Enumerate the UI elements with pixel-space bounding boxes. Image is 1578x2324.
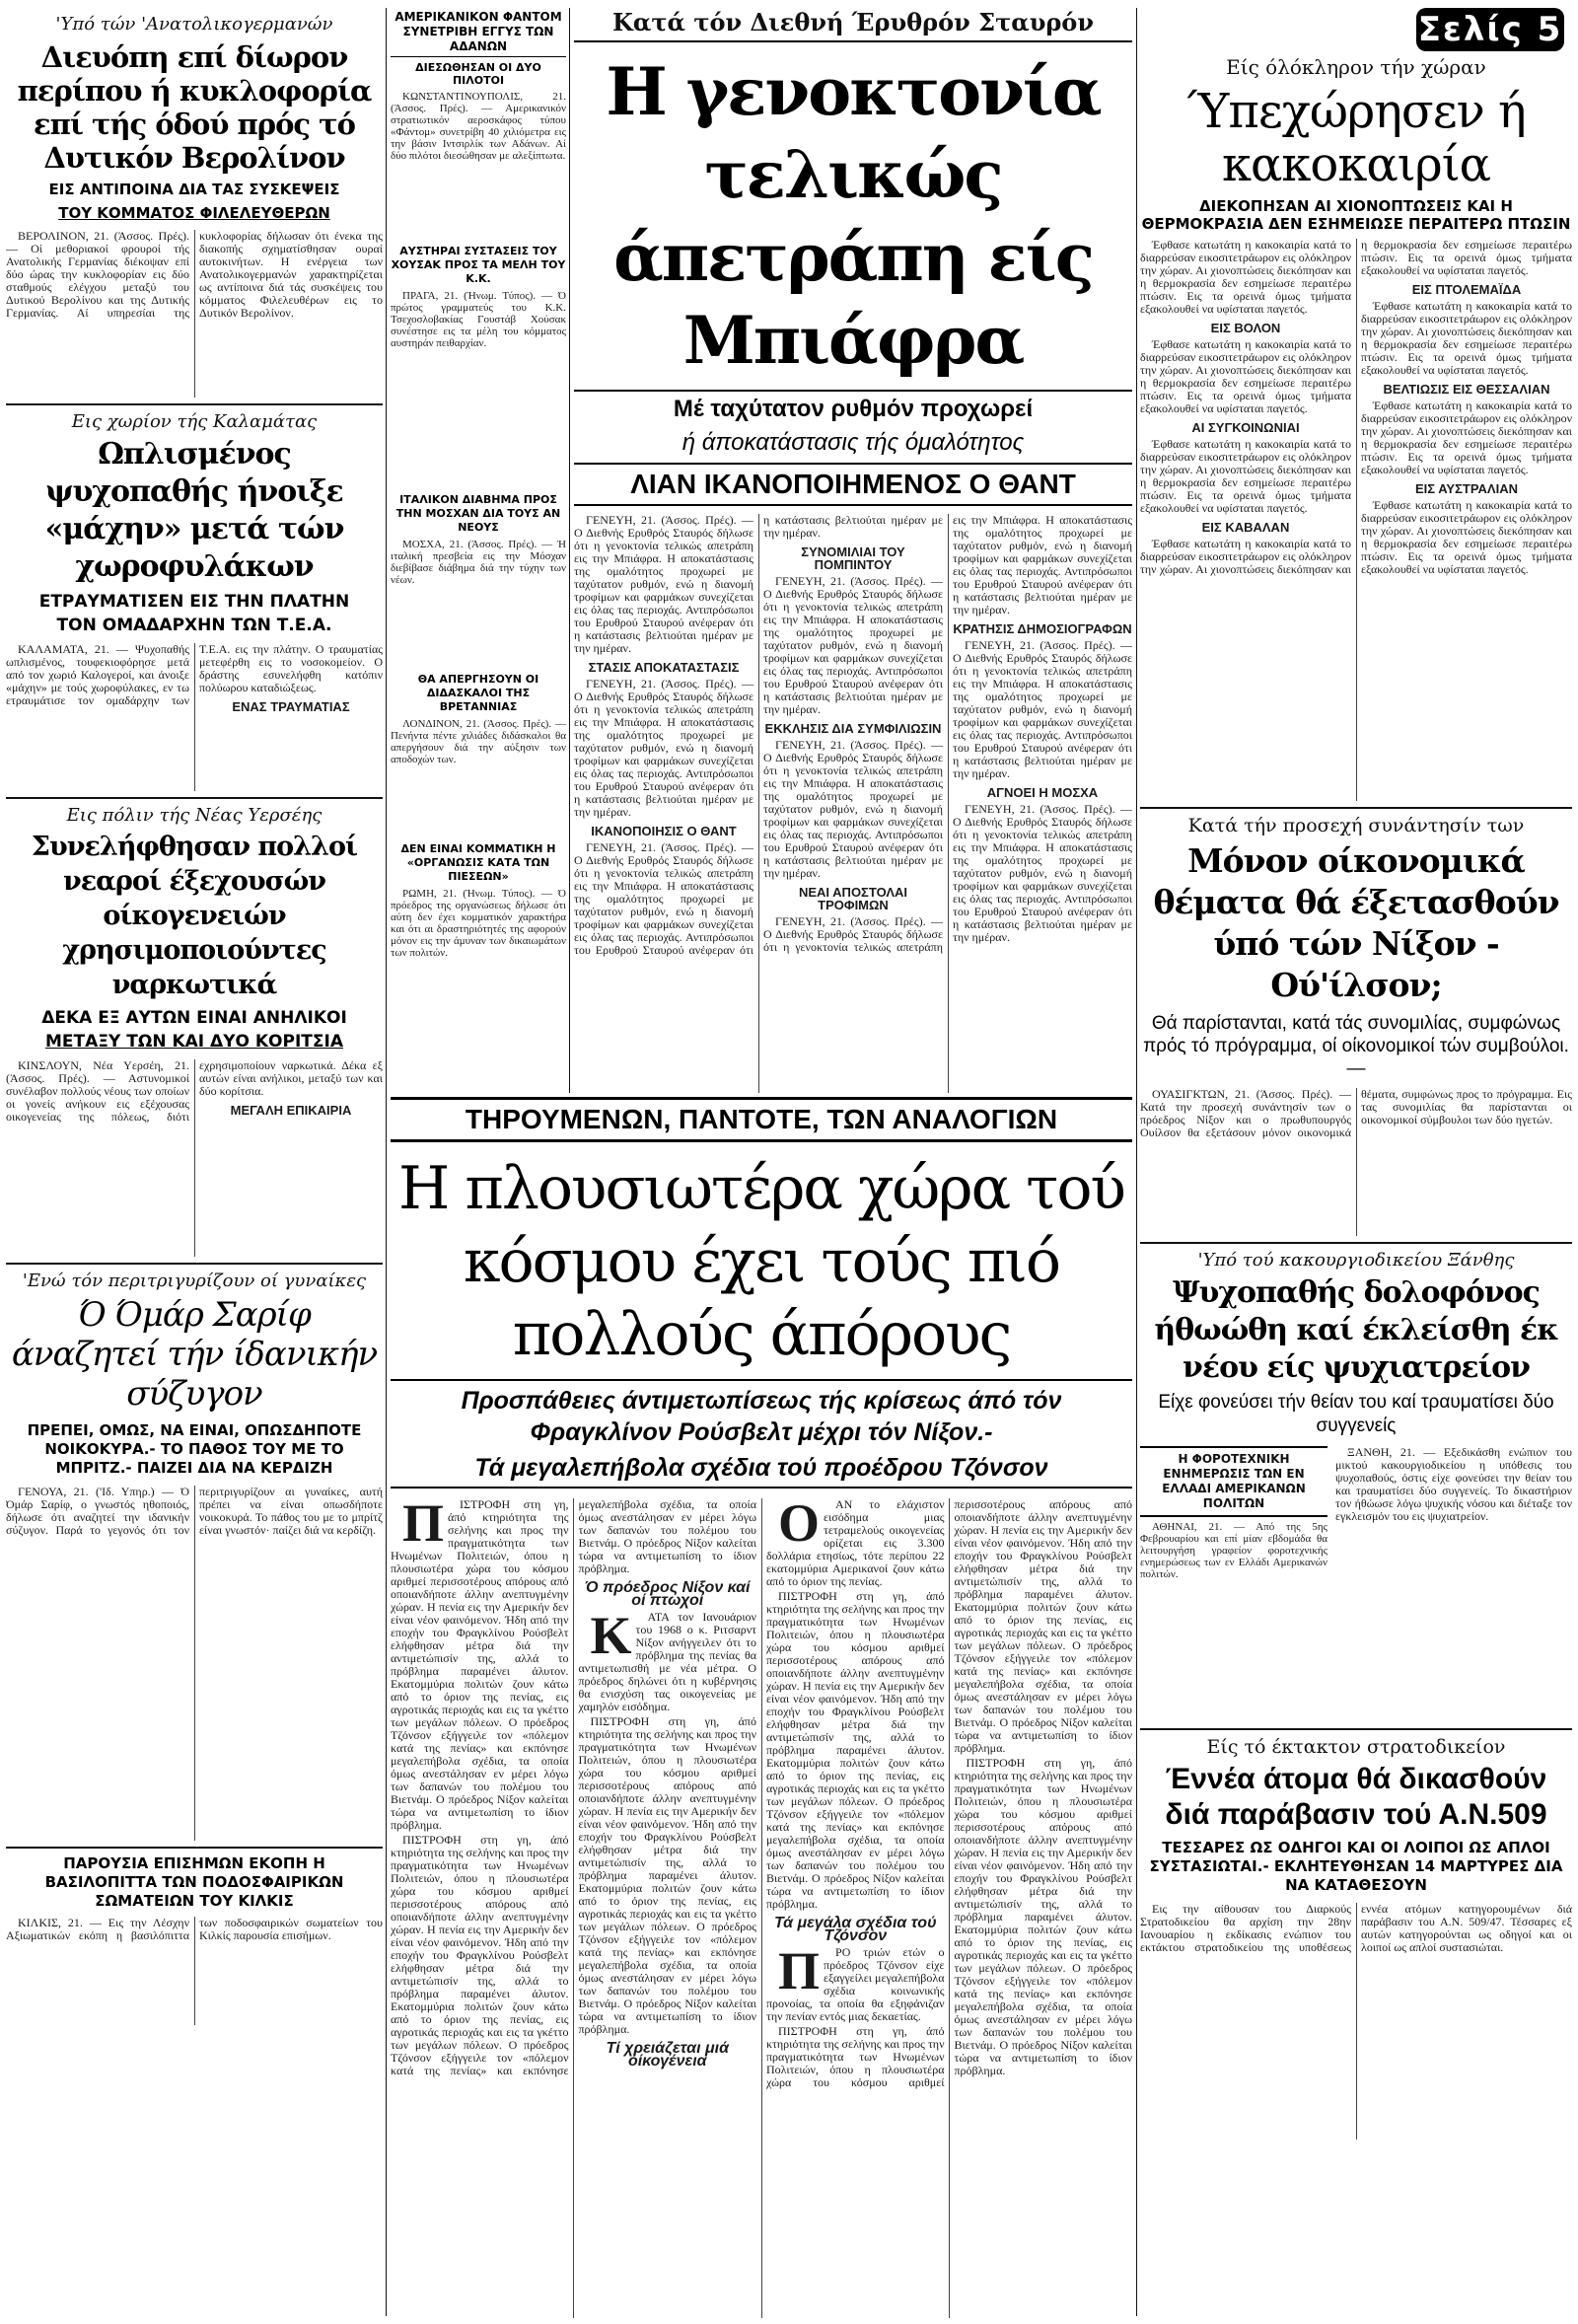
- paragraph: ΠΙΣΤΡΟΦΗ στη γη, άπό κτηριότητα της σελήνης και προς την πραγματικότητα των Ηνωμένων Πολιτειών, όπου η πλουσιωτέρα χώρα του κόσμου αριθμεί περισσοτέρους απόρους από οποιανδήποτε άλλην ανεπτυγμένην χώραν. Η πενία εις την Αμερικήν δεν είναι νέον φαινόμενον. Ήδη από την εποχήν του Φραγκλίνου Ρούσβελτ ελήφθησαν μέτρα διά την αντιμετώπισίν της, αλλά το πρόβλημα παραμένει άλυτον. Εκατομμύρια πολιτών ζουν κάτω από το όριον της πενίας, εις αγροτικάς περιοχάς και εις τα γκέττο των μεγάλων πόλεων. Ο πρόεδρος Τζόνσον εξήγγειλε τον «πόλεμον κατά της πενίας» και εκπόνησε μεγαλεπήβολα σχέδια, τα οποία όμως ανεστάλησαν εν μέρει λόγω των δαπανών του πολέμου του Βιετνάμ. Ο πρόεδρος Νίξον καλείται τώρα να αντιμετωπίση το ίδιον πρόβλημα.: [578, 1714, 756, 2036]
- paragraph: ΓΕΝΕΥΗ, 21. (Άσσος. Πρές). — Ο Διεθνής Ερυθρός Σταυρός δήλωσε ότι η γενοκτονία τελικώς απετράπη εις την Μπιάφρα. Η αποκατάστασις της ομαλότητος προχωρεί με ταχύτατον ρυθμόν, ενώ η διανομή τροφίμων και φαρμάκων συνεχίζεται εις όλας τας περιοχάς. Αντιπρόσωποι του Ερυθρού Σταυρού ανέφεραν ότι η κατάστασις βελτιούται ημέραν με την ημέραν.: [574, 677, 753, 819]
- section-minor-head: ΙΚΑΝΟΠΟΙΗΣΙΣ Ο ΘΑΝΤ: [591, 824, 737, 838]
- article-body: [574, 514, 1132, 1093]
- section-minor-head: Τά μεγάλα σχέδια τού Τζόνσον: [773, 1915, 937, 1944]
- article-body: [1140, 1088, 1572, 1236]
- paragraph: ΡΩΜΗ, 21. (Ήνωμ. Τύπος). — Ό πρόεδρος της οργανώσεως δήλωσε ότι αύτη δεν έχει κομματικόν χαρακτήρα και ότι αι δραστηριότητές της αφορούν μόνον εις την άμυναν των δικαιωμάτων των πολιτών.: [391, 888, 566, 959]
- article-body: [1335, 1446, 1572, 1722]
- article-body: [391, 290, 566, 487]
- paragraph: Εις την αίθουσαν του Διαρκούς Στρατοδικείου θα αρχίση την 28ην Ιανουαρίου η εκδίκασις ενώπιον του εκτάκτου στρατοδικείου της υποθέσεως εννέα ατόμων κατηγορουμένων διά παράβασιν του Α.Ν. 509/47. Τέσσαρες εξ αυτών κατηγορούνται ως οδηγοί και οι λοιποί ως απλοί συστασιώται.: [1140, 1903, 1572, 1954]
- kicker: Εις χωρίον τής Καλαμάτας: [71, 411, 318, 432]
- section-minor-head: ΕΙΣ ΒΟΛΟΝ: [1210, 321, 1281, 335]
- kicker: Κατά τήν προσεχή συνάντησίν των: [1187, 815, 1525, 836]
- headline: Ό Όμάρ Σαρίφ άναζητεί τήν ίδανικήν σύζυγον: [11, 1295, 378, 1414]
- headline: ΠΑΡΟΥΣΙΑ ΕΠΙΣΗΜΩΝ ΕΚΟΠΗ Η ΒΑΣΙΛΟΠΙΤΤΑ ΤΩΝ ΠΟΔΟΣΦΑΙΡΙΚΩΝ ΣΩΜΑΤΕΙΩΝ ΤΟΥ ΚΙΛΚΙΣ: [44, 1854, 344, 1910]
- paragraph: ΓΕΝΕΥΗ, 21. (Άσσος. Πρές). — Ο Διεθνής Ερυθρός Σταυρός δήλωσε ότι η γενοκτονία τελικώς απετράπη εις την Μπιάφρα. Η αποκατάστασις της ομαλότητος προχωρεί με ταχύτατον ρυθμόν, ενώ η διανομή τροφίμων και φαρμάκων συνεχίζεται εις όλας τας περιοχάς. Αντιπρόσωποι του Ερυθρού Σταυρού ανέφεραν ότι η κατάστασις βελτιούται ημέραν με την ημέραν.: [574, 514, 753, 655]
- section-minor-head: ΑΓΝΟΕΙ Η ΜΟΣΧΑ: [986, 785, 1099, 800]
- headline: Μόνον οίκονομικά θέματα θά έξετασθούν ύπό τών Νίξον - Ού'ίλσον;: [1153, 841, 1559, 1004]
- headline: Συνελήφθησαν πολλοί νεαροί έξεχουσών οίκογενειών χρησιμοποιούντες ναρκωτικά: [31, 832, 358, 1000]
- section-minor-head: ΑΙ ΣΥΓΚΟΙΝΩΝΙΑΙ: [1191, 420, 1300, 435]
- poverty-story: [391, 1097, 1132, 2318]
- subheadline: ΔΕΚΑ ΕΞ ΑΥΤΩΝ ΕΙΝΑΙ ΑΝΗΛΙΚΟΙ: [41, 1008, 347, 1028]
- section-minor-head: ΒΕΛΤΙΩΣΙΣ ΕΙΣ ΘΕΣΣΑΛΙΑΝ: [1383, 382, 1550, 397]
- subheadline: ΤΟΥ ΚΟΜΜΑΤΟΣ ΦΙΛΕΛΕΥΘΕΡΩΝ: [58, 204, 330, 222]
- article-body: [6, 1917, 383, 2025]
- kicker: ΤΗΡΟΥΜΕΝΩΝ, ΠΑΝΤΟΤΕ, ΤΩΝ ΑΝΑΛΟΓΙΩΝ: [391, 1097, 1132, 1142]
- paragraph: Έφθασε κατωτάτη η κακοκαιρία κατά το διαρρεύσαν εικοσιτετράωρον εις ολόκληρον την χώραν. Αι χιονοπτώσεις διεκόπησαν και η θερμοκρασία δεν εσημείωσε περαιτέρω πτώσιν. Εις τα ορεινά όμως τμήματα εξακολουθεί να υφίσταται παγετός.: [1361, 299, 1572, 377]
- subheadline: Θά παρίστανται, κατά τάς συνομιλίας, συμφώνως πρός τό πρόγραμμα, οί οίκονομικοί τών συμβούλοι.—: [1143, 1013, 1569, 1079]
- paragraph: ΠΙΣΤΡΟΦΗ στη γη, άπό κτηριότητα της σελήνης και προς την πραγματικότητα των Ηνωμένων Πολιτειών, όπου η πλουσιωτέρα χώρα του κόσμου αριθμεί περισσοτέρους απόρους από οποιανδήποτε άλλην ανεπτυγμένην χώραν. Η πενία εις την Αμερικήν δεν είναι νέον φαινόμενον. Ήδη από την εποχήν του Φραγκλίνου Ρούσβελτ ελήφθησαν μέτρα διά την αντιμετώπισίν της, αλλά το πρόβλημα παραμένει άλυτον. Εκατομμύρια πολιτών ζουν κάτω από το όριον της πενίας, εις αγροτικάς περιοχάς και εις τα γκέττο των μεγάλων πόλεων. Ο πρόεδρος Τζόνσον εξήγγειλε τον «πόλεμον κατά της πενίας» και εκπόνησε μεγαλεπήβολα σχέδια, τα οποία όμως ανεστάλησαν εν μέρει λόγω των δαπανών του πολέμου του Βιετνάμ. Ο πρόεδρος Νίξον καλείται τώρα να αντιμετωπίση το ίδιον πρόβλημα.: [954, 1756, 1132, 2077]
- section-minor-head: ΝΕΑΙ ΑΠΟΣΤΟΛΑΙ ΤΡΟΦΙΜΩΝ: [798, 885, 908, 912]
- column-2: [391, 10, 566, 1090]
- subheadline: ΔΙΕΣΩΘΗΣΑΝ ΟΙ ΔΥΟ ΠΙΛΟΤΟΙ: [415, 61, 541, 87]
- divider: [6, 403, 383, 405]
- subheadline: ΕΙΣ ΑΝΤΙΠΟΙΝΑ ΔΙΑ ΤΑΣ ΣΥΣΚΕΨΕΙΣ: [48, 181, 340, 198]
- section-minor-head: Τί χρειάζεται μιά οίκογένεια: [606, 2040, 729, 2070]
- subheadline: ΤΕΣΣΑΡΕΣ ΩΣ ΟΔΗΓΟΙ ΚΑΙ ΟΙ ΛΟΙΠΟΙ ΩΣ ΑΠΛΟΙ ΣΥΣΤΑΣΙΩΤΑΙ.- ΕΚΛΗΤΕΥΘΗΣΑΝ 14 ΜΑΡΤΥΡΕΣ ΔΙΑ ΝΑ ΚΑΤΑΘΕΣΟΥΝ: [1149, 1839, 1563, 1894]
- page-number-badge: Σελίς 5: [1417, 10, 1563, 49]
- section-minor-head: Ό πρόεδρος Νίξον καί οί πτωχοί: [585, 1579, 751, 1609]
- section-minor-head: ΕΙΣ ΚΑΒΑΛΑΝ: [1201, 520, 1290, 535]
- section-minor-head: ΕΙΣ ΠΤΟΛΕΜΑΪΔΑ: [1411, 282, 1522, 297]
- article-body: [6, 1486, 383, 1841]
- subheadline: ΛΙΑΝ ΙΚΑΝΟΠΟΙΗΜΕΝΟΣ Ο ΘΑΝΤ: [574, 463, 1132, 506]
- article-body-columns: [391, 1498, 1132, 2318]
- article-body: [391, 91, 566, 239]
- paragraph: ΓΕΝΕΥΗ, 21. (Άσσος. Πρές). — Ο Διεθνής Ερυθρός Σταυρός δήλωσε ότι η γενοκτονία τελικώς απετράπη εις την Μπιάφρα. Η αποκατάστασις της ομαλότητος προχωρεί με ταχύτατον ρυθμόν, ενώ η διανομή τροφίμων και φαρμάκων συνεχίζεται εις όλας τας περιοχάς. Αντιπρόσωποι του Ερυθρού Σταυρού ανέφεραν ότι η κατάστασις βελτιούται ημέραν με την ημέραν.: [763, 574, 943, 716]
- section-minor-head: ΣΤΑΣΙΣ ΑΠΟΚΑΤΑΣΤΑΣΙΣ: [588, 660, 740, 675]
- article-body: [6, 230, 383, 398]
- paragraph: ΚΑΛΑΜΑΤΑ, 21. — Ψυχοπαθής ωπλισμένος, τουφεκιοφόρησε μετά από τον χωριό Καλογεροί, και άνοιξε «μάχην» με τούς χωροφύλακες, εν τω ετραυμάτισε τον ομαδάρχην των Τ.Ε.Α. εις την πλάτην. Ο τραυματίας μετεφέρθη εις το νοσοκομείον. Ο δράστης εσυνελήφθη κατόπιν πολύωρου καταδιώξεως.: [6, 643, 383, 707]
- headline: Ύπεχώρησεν ή κακοκαιρία: [1186, 84, 1526, 192]
- section-minor-head: ΜΕΓΑΛΗ ΕΠΙΚΑΙΡΙΑ: [230, 1103, 352, 1118]
- article-body: [6, 643, 383, 791]
- article-body: [391, 539, 566, 667]
- paragraph: ΚΑΤΑ τον Ιανουάριον του 1968 ο κ. Ριτσαρντ Νίξον ανήγγειλεν ότι το πρόβλημα της πενίας θα αντιμετωπισθή με νέα μέτρα. Ο πρόεδρος δηλώνει ότι η κυβέρνησις θα ενισχύση τας οικογενείας με χαμηλόν εισόδημα.: [578, 1606, 756, 1713]
- article-body: [1140, 1903, 1572, 2140]
- headline: ΑΜΕΡΙΚΑΝΙΚΟΝ ΦΑΝΤΟΜ ΣΥΝΕΤΡΙΒΗ ΕΓΓΥΣ ΤΩΝ ΑΔΑΝΩΝ: [391, 10, 566, 57]
- section-minor-head: ΣΥΝΟΜΙΛΙΑΙ ΤΟΥ ΠΟΜΠΙΝΤΟΥ: [801, 545, 905, 572]
- paragraph: Έφθασε κατωτάτη η κακοκαιρία κατά το διαρρεύσαν εικοσιτετράωρον εις ολόκληρον την χώραν. Αι χιονοπτώσεις διεκόπησαν και η θερμοκρασία δεν εσημείωσε περαιτέρω πτώσιν. Εις τα ορεινά όμως τμήματα εξακολουθεί να υφίσταται παγετός.: [1140, 437, 1351, 515]
- paragraph: ΑΘΗΝΑΙ, 21. — Από της 5ης Φεβρουαρίου και επί μίαν εβδομάδα θα λειτουργήση γραφείον φοροτεχνικής ενημερώσεως των εν Ελλάδι Αμερικανών πολιτών.: [1140, 1521, 1327, 1580]
- section-minor-head: ΕΝΑΣ ΤΡΑΥΜΑΤΙΑΣ: [232, 699, 350, 714]
- kicker: Είς όλόκληρον τήν χώραν: [1226, 55, 1486, 79]
- subheadline: ΤΟΝ ΟΜΑΔΑΡΧΗΝ ΤΩΝ Τ.Ε.Α.: [56, 616, 332, 635]
- article-body: [1140, 239, 1572, 801]
- section-minor-head: ΕΙΣ ΑΥΣΤΡΑΛΙΑΝ: [1415, 481, 1518, 496]
- column-1: [6, 6, 383, 2320]
- paragraph: Έφθασε κατωτάτη η κακοκαιρία κατά το διαρρεύσαν εικοσιτετράωρον εις ολόκληρον την χώραν. Αι χιονοπτώσεις διεκόπησαν και η θερμοκρασία δεν εσημείωσε περαιτέρω πτώσιν. Εις τα ορεινά όμως τμήματα εξακολουθεί να υφίσταται παγετός.: [1361, 498, 1572, 576]
- paragraph: ΓΕΝΕΥΗ, 21. (Άσσος. Πρές). — Ο Διεθνής Ερυθρός Σταυρός δήλωσε ότι η γενοκτονία τελικώς απετράπη εις την Μπιάφρα. Η αποκατάστασις της ομαλότητος προχωρεί με ταχύτατον ρυθμόν, ενώ η διανομή τροφίμων και φαρμάκων συνεχίζεται εις όλας τας περιοχάς. Αντιπρόσωποι του Ερυθρού Σταυρού ανέφεραν ότι η κατάστασις βελτιούται ημέραν με την ημέραν.: [953, 638, 1132, 780]
- subheadline: ΕΤΡΑΥΜΑΤΙΣΕΝ ΕΙΣ ΤΗΝ ΠΛΑΤΗΝ: [38, 592, 350, 612]
- divider: [1140, 1728, 1572, 1730]
- kicker: Εις πόλιν τής Νέας Υερσέης: [66, 805, 323, 826]
- headline: Ωπλισμένος ψυχοπαθής ήνοιξε «μάχην» μετά τών χωροφυλάκων: [44, 437, 344, 584]
- paragraph: ΚΩΝΣΤΑΝΤΙΝΟΥΠΟΛΙΣ, 21. (Άσσος. Πρές). — Αμερικανικόν στρατιωτικόν αεροσκάφος τύπου «Φάντομ» συνετρίβη 40 χιλιόμετρα εις την βάσιν Ιντσιρλίκ των Αδάνων. Αί δύο πιλότοι διεσώθησαν με αλεξίπτωτα.: [391, 91, 566, 162]
- kicker: Κατά τόν Διεθνή Έρυθρόν Σταυρόν: [574, 8, 1132, 42]
- paragraph: ΞΑΝΘΗ, 21. — Εξεδικάσθη ενώπιον του μικτού κακουργιοδικείου η υπόθεσις του ψυχοπαθούς, όστις είχε φονεύσει την θείαν του και τραυματίσει δύο συγγενείς. Το δικαστήριον τον ήθώωσε λόγω ψυχικής νόσου και διέταξε τον εγκλεισμόν του εις ψυχιατρείον.: [1335, 1446, 1572, 1523]
- paragraph: ΓΕΝΟΥΑ, 21. ('Ιδ. Υπηρ.) — Ό Όμάρ Σαρίφ, ο γνωστός ηθοποιός, δήλωσε ότι αναζητεί την ιδανικήν σύζυγον. Παρά το γεγονός ότι τον περιτριγυρίζουν αι γυναίκες, αυτή πρέπει να είναι οπωσδήποτε νοικοκυρά. Το πάθος του με το μπρίτζ είναι γνωστόν· παίζει διά να κερδίζη.: [6, 1486, 383, 1537]
- paragraph: ΛΟΝΔΙΝΟΝ, 21. (Άσσος. Πρές). — Πενήντα πέντε χιλιάδες διδάσκαλοι θα απεργήσουν διά την αύξησιν των αποδοχών των.: [391, 718, 566, 765]
- headline: Ψυχοπαθής δολοφόνος ήθωώθη καί έκλείσθη έκ νέου είς ψυχιατρείον: [1154, 1275, 1558, 1385]
- subheadline: ή άποκατάστασις τής όμαλότητος: [681, 429, 1025, 456]
- paragraph: ΠΡΟ τριών ετών ο πρόεδρος Τζόνσον είχε εξαγγείλει μεγαλεπήβολα σχέδια κοινωνικής προνοίας, τα οποία θα εξηφάνιζαν την πενίαν εντός μιας δεκαετίας.: [766, 1941, 945, 2023]
- paragraph: ΠΙΣΤΡΟΦΗ στη γη, άπό κτηριότητα της σελήνης και προς την πραγματικότητα των Ηνωμένων Πολιτειών, όπου η πλουσιωτέρα χώρα του κόσμου αριθμεί περισσοτέρους απόρους από οποιανδήποτε άλλην ανεπτυγμένην χώραν. Η πενία εις την Αμερικήν δεν είναι νέον φαινόμενον. Ήδη από την εποχήν του Φραγκλίνου Ρούσβελτ ελήφθησαν μέτρα διά την αντιμετώπισίν της, αλλά το πρόβλημα παραμένει άλυτον. Εκατομμύρια πολιτών ζουν κάτω από το όριον της πενίας, εις αγροτικάς περιοχάς και εις τα γκέττο των μεγάλων πόλεων. Ο πρόεδρος Τζόνσον εξήγγειλε τον «πόλεμον κατά της πενίας» και εκπόνησε μεγαλεπήβολα σχέδια, τα οποία όμως ανεστάλησαν εν μέρει λόγω των δαπανών του πολέμου του Βιετνάμ. Ο πρόεδρος Νίξον καλείται τώρα να αντιμετωπίση το ίδιον πρόβλημα.: [391, 1498, 756, 2077]
- paragraph: Έφθασε κατωτάτη η κακοκαιρία κατά το διαρρεύσαν εικοσιτετράωρον εις ολόκληρον την χώραν. Αι χιονοπτώσεις διεκόπησαν και η θερμοκρασία δεν εσημείωσε περαιτέρω πτώσιν. Εις τα ορεινά όμως τμήματα εξακολουθεί να υφίσταται παγετός.: [1361, 399, 1572, 476]
- paragraph: ΓΕΝΕΥΗ, 21. (Άσσος. Πρές). — Ο Διεθνής Ερυθρός Σταυρός δήλωσε ότι η γενοκτονία τελικώς απετράπη εις την Μπιάφρα. Η αποκατάστασις της ομαλότητος προχωρεί με ταχύτατον ρυθμόν, ενώ η διανομή τροφίμων και φαρμάκων συνεχίζεται εις όλας τας περιοχάς. Αντιπρόσωποι του Ερυθρού Σταυρού ανέφεραν ότι η κατάστασις βελτιούται ημέραν με την ημέραν.: [953, 802, 1132, 944]
- subheadline: Τά μεγαλεπήβολα σχέδια τού προέδρου Τζόνσον: [391, 1454, 1132, 1489]
- paragraph: ΓΕΝΕΥΗ, 21. (Άσσος. Πρές). — Ο Διεθνής Ερυθρός Σταυρός δήλωσε ότι η γενοκτονία τελικώς απετράπη εις την Μπιάφρα. Η αποκατάστασις της ομαλότητος προχωρεί με ταχύτατον ρυθμόν, ενώ η διανομή τροφίμων και φαρμάκων συνεχίζεται εις όλας τας περιοχάς. Αντιπρόσωποι του Ερυθρού Σταυρού ανέφεραν ότι η κατάστασις βελτιούται ημέραν με την ημέραν.: [763, 514, 1132, 954]
- subheadline: Είχε φονεύσει τήν θείαν του καί τραυματίσει δύο συγγενείς: [1158, 1392, 1554, 1436]
- article-body: [6, 1059, 383, 1257]
- headline: ΑΥΣΤΗΡΑΙ ΣΥΣΤΑΣΕΙΣ ΤΟΥ ΧΟΥΣΑΚ ΠΡΟΣ ΤΑ ΜΕΛΗ ΤΟΥ Κ.Κ.: [391, 245, 566, 285]
- paragraph: ΠΙΣΤΡΟΦΗ στη γη, άπό κτηριότητα της σελήνης και προς την πραγματικότητα των Ηνωμένων Πολιτειών, όπου η πλουσιωτέρα χώρα του κόσμου αριθμεί περισσοτέρους απόρους από οποιανδήποτε άλλην ανεπτυγμένην χώραν. Η πενία εις την Αμερικήν δεν είναι νέον φαινόμενον. Ήδη από την εποχήν του Φραγκλίνου Ρούσβελτ ελήφθησαν μέτρα διά την αντιμετώπισίν της, αλλά το πρόβλημα παραμένει άλυτον. Εκατομμύρια πολιτών ζουν κάτω από το όριον της πενίας, εις αγροτικάς περιοχάς και εις τα γκέττο των μεγάλων πόλεων. Ο πρόεδρος Τζόνσον εξήγγειλε τον «πόλεμον κατά της πενίας» και εκπόνησε μεγαλεπήβολα σχέδια, τα οποία όμως ανεστάλησαν εν μέρει λόγω των δαπανών του πολέμου του Βιετνάμ. Ο πρόεδρος Νίξον καλείται τώρα να αντιμετωπίση το ίδιον πρόβλημα.: [391, 1498, 569, 1832]
- subheadline: Προσπάθειες άντιμετωπίσεως τής κρίσεως άπό τόν Φραγκλίνον Ρούσβελτ μέχρι τόν Νίξον.-: [391, 1379, 1132, 1448]
- column-rule: [1136, 8, 1137, 2316]
- subheadline: ΠΡΕΠΕΙ, ΟΜΩΣ, ΝΑ ΕΙΝΑΙ, ΟΠΩΣΔΗΠΟΤΕ ΝΟΙΚΟΚΥΡΑ.- ΤΟ ΠΑΘΟΣ ΤΟΥ ΜΕ ΤΟ ΜΠΡΙΤΖ.- ΠΑΙΖΕΙ ΔΙΑ ΝΑ ΚΕΡΔΙΖΗ: [27, 1421, 362, 1477]
- divider: [6, 797, 383, 799]
- headline: Η γενοκτονία τελικώς άπετράπη είς Μπιάφρα: [606, 53, 1101, 379]
- section-minor-head: ΚΡΑΤΗΣΙΣ ΔΗΜΟΣΙΟΓΡΑΦΩΝ: [953, 621, 1132, 636]
- article-body: [391, 888, 566, 1065]
- subheadline: Μέ ταχύτατον ρυθμόν προχωρεί: [574, 390, 1132, 423]
- headline: Έννέα άτομα θά δικασθούν διά παράβασιν τού Α.Ν.509: [1165, 1763, 1547, 1831]
- column-rule: [569, 8, 570, 1093]
- paragraph: ΜΟΣΧΑ, 21. (Άσσος. Πρές). — Ή ιταλική πρεσβεία εις την Μόσχαν διεβίβασε διάβημα διά την τύχην των νέων.: [391, 539, 566, 586]
- subheadline: ΔΙΕΚΟΠΗΣΑΝ ΑΙ ΧΙΟΝΟΠΤΩΣΕΙΣ ΚΑΙ Η ΘΕΡΜΟΚΡΑΣΙΑ ΔΕΝ ΕΣΗΜΕΙΩΣΕ ΠΕΡΑΙΤΕΡΩ ΠΤΩΣΙΝ: [1141, 197, 1571, 233]
- paragraph: ΓΕΝΕΥΗ, 21. (Άσσος. Πρές). — Ο Διεθνής Ερυθρός Σταυρός δήλωσε ότι η γενοκτονία τελικώς απετράπη εις την Μπιάφρα. Η αποκατάστασις της ομαλότητος προχωρεί με ταχύτατον ρυθμόν, ενώ η διανομή τροφίμων και φαρμάκων συνεχίζεται εις όλας τας περιοχάς. Αντιπρόσωποι του Ερυθρού Σταυρού ανέφεραν ότι η κατάστασις βελτιούται ημέραν με την ημέραν.: [574, 514, 943, 957]
- paragraph: ΓΕΝΕΥΗ, 21. (Άσσος. Πρές). — Ο Διεθνής Ερυθρός Σταυρός δήλωσε ότι η γενοκτονία τελικώς απετράπη εις την Μπιάφρα. Η αποκατάστασις της ομαλότητος προχωρεί με ταχύτατον ρυθμόν, ενώ η διανομή τροφίμων και φαρμάκων συνεχίζεται εις όλας τας περιοχάς. Αντιπρόσωποι του Ερυθρού Σταυρού ανέφεραν ότι η κατάστασις βελτιούται ημέραν με την ημέραν.: [763, 738, 943, 880]
- column-5: [1140, 8, 1572, 2320]
- subheadline: ΜΕΤΑΞΥ ΤΩΝ ΚΑΙ ΔΥΟ ΚΟΡΙΤΣΙΑ: [45, 1032, 343, 1052]
- paragraph: ΠΙΣΤΡΟΦΗ στη γη, άπό κτηριότητα της σελήνης και προς την πραγματικότητα των Ηνωμένων Πολιτειών, όπου η πλουσιωτέρα χώρα του κόσμου αριθμεί περισσοτέρους απόρους από οποιανδήποτε άλλην ανεπτυγμένην χώραν. Η πενία εις την Αμερικήν δεν είναι νέον φαινόμενον. Ήδη από την εποχήν του Φραγκλίνου Ρούσβελτ ελήφθησαν μέτρα διά την αντιμετώπισίν της, αλλά το πρόβλημα παραμένει άλυτον. Εκατομμύρια πολιτών ζουν κάτω από το όριον της πενίας, εις αγροτικάς περιοχάς και εις τα γκέττο των μεγάλων πόλεων. Ο πρόεδρος Τζόνσον εξήγγειλε τον «πόλεμον κατά της πενίας» και εκπόνησε μεγαλεπήβολα σχέδια, τα οποία όμως ανεστάλησαν εν μέρει λόγω των δαπανών του πολέμου του Βιετνάμ. Ο πρόεδρος Νίξον καλείται τώρα να αντιμετωπίση το ίδιον πρόβλημα.: [766, 1589, 945, 1911]
- headline: ΙΤΑΛΙΚΟΝ ΔΙΑΒΗΜΑ ΠΡΟΣ ΤΗΝ ΜΟΣΧΑΝ ΔΙΑ ΤΟΥΣ ΑΝ ΝΕΟΥΣ: [395, 493, 561, 534]
- divider: [6, 1847, 383, 1849]
- paragraph: Έφθασε κατωτάτη η κακοκαιρία κατά το διαρρεύσαν εικοσιτετράωρον εις ολόκληρον την χώραν. Αι χιονοπτώσεις διεκόπησαν και η θερμοκρασία δεν εσημείωσε περαιτέρω πτώσιν. Εις τα ορεινά όμως τμήματα εξακολουθεί να υφίσταται παγετός.: [1140, 337, 1351, 415]
- kicker: Είς τό έκτακτον στρατοδικείον: [1206, 1736, 1506, 1758]
- biafra-story: [574, 8, 1132, 1093]
- paragraph: ΚΙΝΣΛΟΥΝ, Νέα Υερσέη, 21. (Άσσος. Πρές). — Αστυνομικοί συνέλαβον πολλούς νέους των οποίων οι γονείς ανήκουν εις εξέχουσας οικογενείας της πόλεως, διότι εχρησιμοποίουν ναρκωτικά. Δέκα εξ αυτών είναι ανήλικοι, μεταξύ των και δύο κορίτσια.: [6, 1059, 383, 1124]
- paragraph: Έφθασε κατωτάτη η κακοκαιρία κατά το διαρρεύσαν εικοσιτετράωρον εις ολόκληρον την χώραν. Αι χιονοπτώσεις διεκόπησαν και η θερμοκρασία δεν εσημείωσε περαιτέρω πτώσιν. Εις τα ορεινά όμως τμήματα εξακολουθεί να υφίσταται παγετός.: [1140, 239, 1351, 316]
- kicker: 'Υπό τού κακουργιοδικείου Ξάνθης: [1197, 1250, 1515, 1271]
- box-heading: Η ΦΟΡΟΤΕΧΝΙΚΗ ΕΝΗΜΕΡΩΣΙΣ ΤΩΝ ΕΝ ΕΛΛΑΔΙ ΑΜΕΡΙΚΑΝΩΝ ΠΟΛΙΤΩΝ: [1140, 1446, 1327, 1517]
- headline: ΘΑ ΑΠΕΡΓΗΣΟΥΝ ΟΙ ΔΙΔΑΣΚΑΛΟΙ ΤΗΣ ΒΡΕΤΑΝΝΙΑΣ: [417, 673, 539, 713]
- section-minor-head: ΕΚΚΛΗΣΙΣ ΔΙΑ ΣΥΜΦΙΛΙΩΣΙΝ: [764, 721, 942, 736]
- article-body: [1140, 1521, 1327, 1639]
- paragraph: ΠΡΑΓΑ, 21. (Ήνωμ. Τύπος). — Ό πρώτος γραμματεύς του Κ.Κ. Τσεχοσλοβακίας Γουστάβ Χούσακ συνέστησε εις τα μέλη του κόμματος αυστηράν πειθαρχίαν.: [391, 290, 566, 349]
- headline: ΔΕΝ ΕΙΝΑΙ ΚΟΜΜΑΤΙΚΗ Η «ΟΡΓΑΝΩΣΙΣ ΚΑΤΑ ΤΩΝ ΠΙΕΣΕΩΝ»: [400, 842, 556, 883]
- paragraph: ΚΙΛΚΙΣ, 21. — Εις την Λέσχην Αξιωματικών εκόπη η βασιλόπιττα των ποδοσφαιρικών σωματείων του Κιλκίς παρουσία επισήμων.: [6, 1917, 383, 1942]
- paragraph: Έφθασε κατωτάτη η κακοκαιρία κατά το διαρρεύσαν εικοσιτετράωρον εις ολόκληρον την χώραν. Αι χιονοπτώσεις διεκόπησαν και η θερμοκρασία δεν εσημείωσε περαιτέρω πτώσιν. Εις τα ορεινά όμως τμήματα εξακολουθεί να υφίσταται παγετός.: [1140, 239, 1572, 576]
- headline: Η πλουσιωτέρα χώρα τού κόσμου έχει τούς πιό πολλούς άπόρους: [398, 1154, 1124, 1369]
- article-body: [391, 718, 566, 836]
- column-rule: [386, 8, 387, 2316]
- divider: [6, 1263, 383, 1265]
- paragraph: ΠΙΣΤΡΟΦΗ στη γη, άπό κτηριότητα της σελήνης και προς την πραγματικότητα των Ηνωμένων Πολιτειών, όπου η πλουσιωτέρα χώρα του κόσμου αριθμεί περισσοτέρους απόρους από οποιανδήποτε άλλην ανεπτυγμένην χώραν. Η πενία εις την Αμερικήν δεν είναι νέον φαινόμενον. Ήδη από την εποχήν του Φραγκλίνου Ρούσβελτ ελήφθησαν μέτρα διά την αντιμετώπισίν της, αλλά το πρόβλημα παραμένει άλυτον. Εκατομμύρια πολιτών ζουν κάτω από το όριον της πενίας, εις αγροτικάς περιοχάς και εις τα γκέττο των μεγάλων πόλεων. Ο πρόεδρος Τζόνσον εξήγγειλε τον «πόλεμον κατά της πενίας» και εκπόνησε μεγαλεπήβολα σχέδια, τα οποία όμως ανεστάλησαν εν μέρει λόγω των δαπανών του πολέμου του Βιετνάμ. Ο πρόεδρος Νίξον καλείται τώρα να αντιμετωπίση το ίδιον πρόβλημα.: [766, 1498, 1132, 2089]
- kicker: 'Υπό τών 'Ανατολικογερμανών: [55, 14, 333, 35]
- sidebar-box: [1140, 1446, 1327, 1639]
- kicker: 'Ενώ τόν περιτριγυρίζουν οί γυναίκες: [22, 1271, 367, 1291]
- divider: [1140, 807, 1572, 809]
- paragraph: ΟΑΝ το ελάχιστον εισόδημα μιας τετραμελούς οικογενείας ορίζεται εις 3.300 δολλάρια ετησίως, τότε περίπου 22 εκατομμύρια Αμερικανοί ζουν κάτω από το όριον της πενίας.: [766, 1498, 945, 1588]
- paragraph: ΒΕΡΟΛΙΝΟΝ, 21. (Άσσος. Πρές). — Οί μεθοριακοί φρουροί τής Ανατολικής Γερμανίας διέκοψαν επί δύο ώρας την κυκλοφορίαν εις δύο σταθμούς ελέγχου μεταξύ του Δυτικού Βερολίνου και της Δυτικής Γερμανίας. Αί υπηρεσίαι της κυκλοφορίας δήλωσαν ότι ένεκα της διακοπής σχηματίσθησαν ουραί αυτοκινήτων. Η ενέργεια των Ανατολικογερμανών χαρακτηρίζεται ως αντίποινα διά τάς συσκέψεις του κόμματος Φιλελευθέρων εις το Δυτικόν Βερολίνον.: [6, 230, 383, 320]
- paragraph: ΟΥΑΣΙΓΚΤΩΝ, 21. (Άσσος. Πρές). — Κατά την προσεχή συνάντησίν των ο πρόεδρος Νίξον και ο πρωθυπουργός Ουίλσον θα εξετάσουν μόνον οικονομικά θέματα, συμφώνως προς το πρόγραμμα. Εις τας συνομιλίας θα παρίστανται οι οικονομικοί σύμβουλοι των δύο ηγετών.: [1140, 1088, 1572, 1139]
- headline: Διευόπη επί δίωρον περίπου ή κυκλοφορία επί τής όδού πρός τό Δυτικόν Βερολίνον: [17, 40, 372, 175]
- divider: [1140, 1242, 1572, 1244]
